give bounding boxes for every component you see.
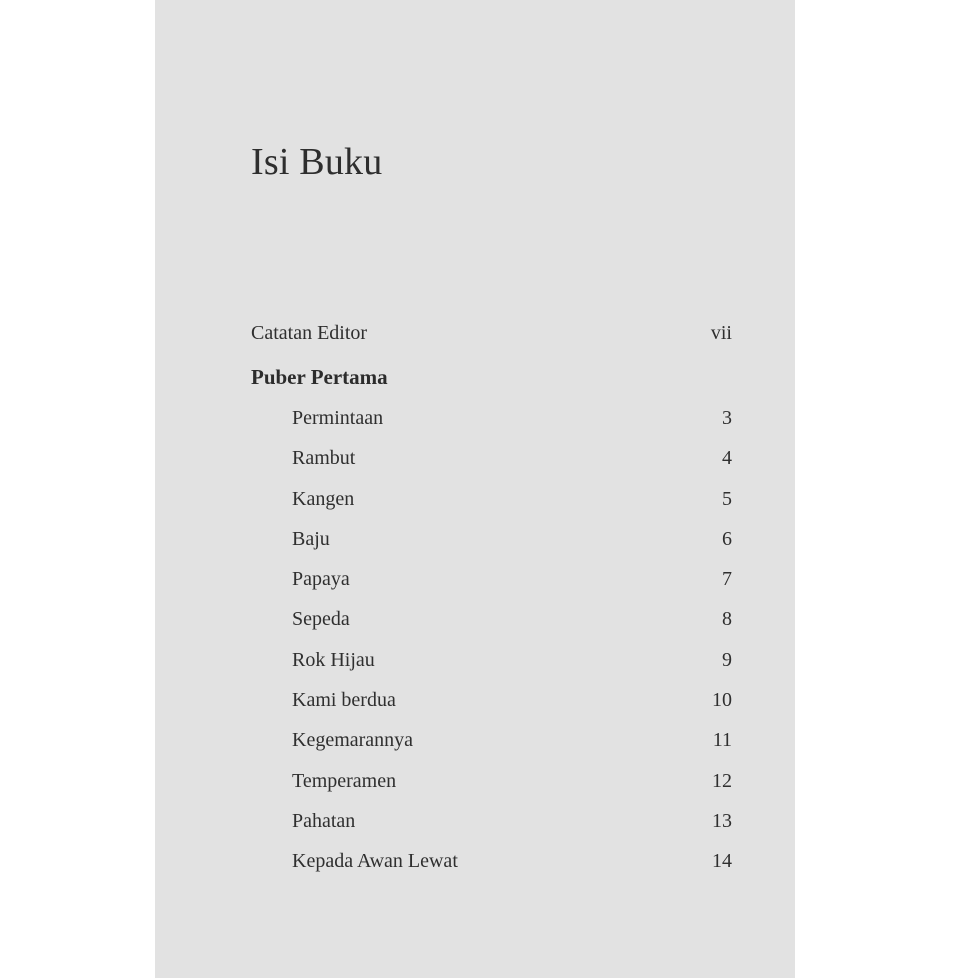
toc-entry-row[interactable]: [251, 403, 732, 443]
table-of-contents: [251, 318, 732, 887]
toc-entry-label: Papaya: [292, 568, 350, 591]
toc-page-number: 3: [722, 407, 732, 429]
toc-entry-row[interactable]: [251, 604, 732, 644]
toc-page-number: 7: [722, 568, 732, 591]
toc-entry-row[interactable]: [251, 725, 732, 765]
page-title: Isi Buku: [251, 141, 383, 183]
toc-entry-label: Baju: [292, 527, 330, 550]
toc-entry-row[interactable]: [251, 443, 732, 483]
toc-entry-row[interactable]: [251, 685, 732, 725]
toc-entry-row[interactable]: [251, 766, 732, 806]
toc-entry-label: Kepada Awan Lewat: [292, 850, 458, 873]
toc-entry-label: Rok Hijau: [292, 648, 375, 671]
toc-page-number: 14: [712, 850, 732, 873]
toc-section-heading[interactable]: [251, 362, 732, 403]
toc-entry-row[interactable]: [251, 806, 732, 846]
toc-entry-label: Kangen: [292, 487, 355, 510]
toc-front-matter-row[interactable]: [251, 318, 732, 362]
book-page: [155, 0, 795, 978]
toc-entry-row[interactable]: [251, 484, 732, 524]
toc-entry-label: Kegemarannya: [292, 729, 414, 752]
toc-entry-row[interactable]: [251, 524, 732, 564]
toc-entry-row[interactable]: [251, 846, 732, 886]
toc-page-number: 10: [712, 689, 732, 712]
toc-entry-label: Temperamen: [292, 769, 397, 792]
toc-page-number: 11: [712, 729, 732, 752]
section-title: Puber Pertama: [251, 365, 388, 389]
toc-page-number: 5: [722, 487, 732, 510]
toc-entry-row[interactable]: [251, 564, 732, 604]
toc-page-number: 9: [722, 648, 732, 671]
toc-entry-label: Sepeda: [292, 608, 350, 631]
toc-page-number: 13: [712, 809, 732, 832]
toc-entry-label: Kami berdua: [292, 689, 396, 712]
toc-page-number: 4: [722, 447, 732, 470]
toc-entry-row[interactable]: [251, 645, 732, 685]
toc-entry-label: Pahatan: [292, 809, 356, 832]
toc-entry-label: Catatan Editor: [251, 322, 368, 344]
toc-page-number: 8: [722, 608, 732, 631]
toc-page-number: 12: [712, 769, 732, 792]
toc-page-number: 6: [722, 527, 732, 550]
toc-entry-label: Permintaan: [292, 407, 384, 429]
toc-page-number: vii: [710, 322, 732, 344]
toc-entry-label: Rambut: [292, 447, 356, 470]
